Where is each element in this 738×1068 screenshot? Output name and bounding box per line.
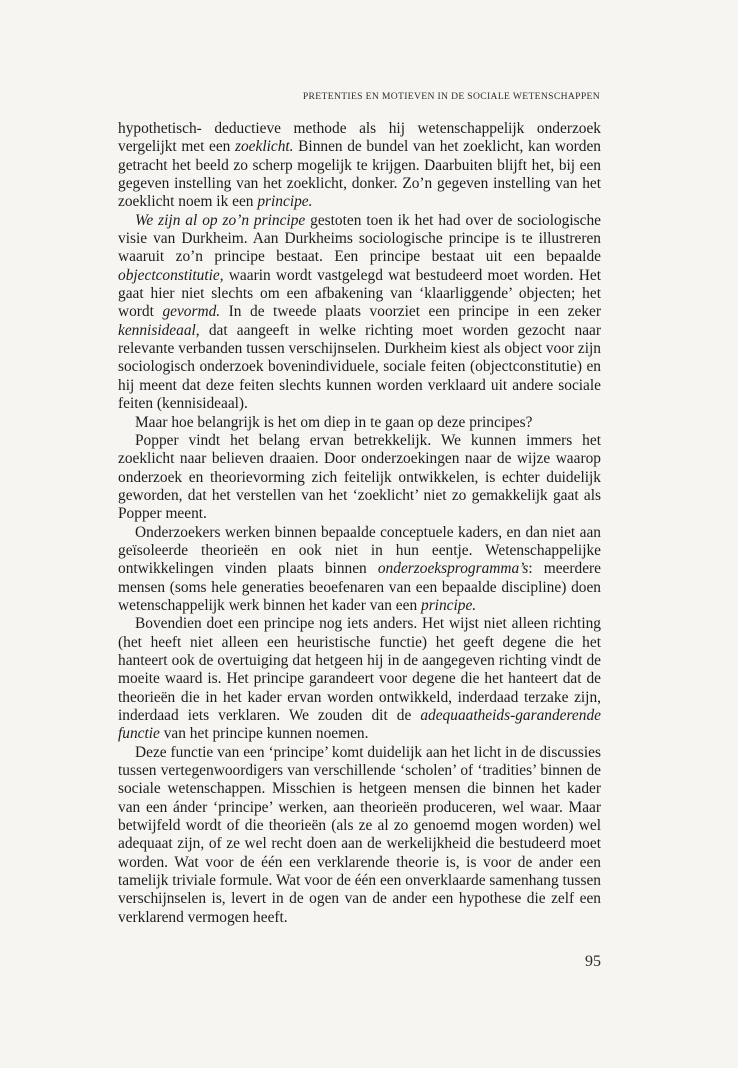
text-run: In de tweede plaats voorziet een principe in een zeker <box>220 303 601 321</box>
body-text <box>118 120 601 927</box>
italic-run: gevormd. <box>162 303 221 321</box>
text-run: , waarin wordt vastgelegd wat bestudeerd moet worden. Het gaat hier niet slechts om een afbakening van ‘klaarliggende’ objecten; het wordt <box>118 266 601 321</box>
italic-run: We zijn al op zo’n principe <box>135 211 306 229</box>
italic-run: principe. <box>257 193 313 211</box>
paragraph <box>118 524 601 616</box>
paragraph <box>118 432 601 524</box>
italic-run: principe. <box>421 596 477 614</box>
italic-run: kennisideaal <box>118 321 196 339</box>
italic-run: adequaatheids-garanderende functie <box>118 707 601 743</box>
italic-run: zoeklicht. <box>234 138 294 156</box>
paragraph <box>118 744 601 927</box>
paragraph <box>118 615 601 743</box>
italic-run: objectconstitutie <box>118 266 220 284</box>
paragraph <box>118 212 601 414</box>
text-run: Onderzoekers werken binnen bepaalde conceptuele kaders, en dan niet aan geïsoleerde theorieën en ook niet in hun eentje. Wetenschappelijke ontwikkelingen vinden plaats binnen <box>118 523 601 578</box>
text-run: hypothetisch- deductieve methode als hij wetenschappelijk onderzoek vergelijkt met een <box>118 120 601 156</box>
text-run: : meerdere mensen (soms hele generaties beoefenaren van een bepaalde discipline) doen wetenschappelijk werk binnen het kader van een <box>118 560 601 614</box>
italic-run: onderzoeksprogramma’s <box>377 560 529 578</box>
text-run: Maar hoe belangrijk is het om diep in te gaan op deze principes? <box>135 413 533 431</box>
text-run: Binnen de bundel van het zoeklicht, kan worden getracht het beeld zo scherp mogelijk te krijgen. Daarbuiten blijft het, bij een gegeven instelling van het zoeklicht, donker. Zo’n gegeven instelling van het zoeklicht noem ik een <box>118 138 601 211</box>
text-run: , dat aangeeft in welke richting moet worden gezocht naar relevante verbanden tussen verschijnselen. Durkheim kiest als object voor zijn sociologisch onderzoek bovenindividuele, sociale feiten (objectconstitutie) en hij meent dat deze feiten slechts kunnen worden verklaard uit andere sociale feiten (kennisideaal). <box>118 321 601 413</box>
paragraph <box>118 120 601 212</box>
text-run: van het principe kunnen noemen. <box>159 725 369 743</box>
text-run: Bovendien doet een principe nog iets anders. Het wijst niet alleen richting (het heeft niet alleen een heuristische functie) het geeft degene die het hanteert ook de overtuiging dat hetgeen hij in de aangegeven richting vindt de moeite waard is. Het principe garandeert voor degene die het hanteert dat de theorieën die in het kader ervan worden ontwikkeld, inderdaad terzake zijn, inderdaad iets verklaren. We zouden dit de <box>118 615 601 724</box>
running-head: PRETENTIES EN MOTIEVEN IN DE SOCIALE WETENSCHAPPEN <box>302 91 600 102</box>
text-run: Deze functie van een ‘principe’ komt duidelijk aan het licht in de discussies tussen vertegenwoordigers van verschillende ‘scholen’ of ‘tradities’ binnen de sociale wetenschappen. Misschien is hetgeen mensen die binnen het kader van een ánder ‘principe’ werken, aan theorieën produceren, wel waar. Maar betwijfeld wordt of die theorieën (als ze al zo genoemd mogen worden) wel adequaat zijn, of ze wel recht doen aan de werkelijkheid die bestudeerd moet worden. Wat voor de één een verklarende theorie is, is voor de ander een tamelijk triviale formule. Wat voor de één een onverklaarde samenhang tussen verschijnselen is, levert in de ogen van de ander een hypothese die zelf een verklarend vermogen heeft. <box>118 743 601 926</box>
text-run: gestoten toen ik het had over de sociologische visie van Durkheim. Aan Durkheims sociologische principe is te illustreren waaruit zo’n principe bestaat. Een principe bestaat uit een bepaalde <box>118 211 601 266</box>
page-number: 95 <box>585 953 601 970</box>
paragraph <box>118 414 601 432</box>
text-run: Popper vindt het belang ervan betrekkelijk. We kunnen immers het zoeklicht naar believen draaien. Door onderzoekingen naar de wijze waarop onderzoek en theorievorming zich feitelijk ontwikkelen, is echter duidelijk geworden, dat het verstellen van het ‘zoeklicht’ niet zo gemakkelijk gaat als Popper meent. <box>118 431 601 523</box>
